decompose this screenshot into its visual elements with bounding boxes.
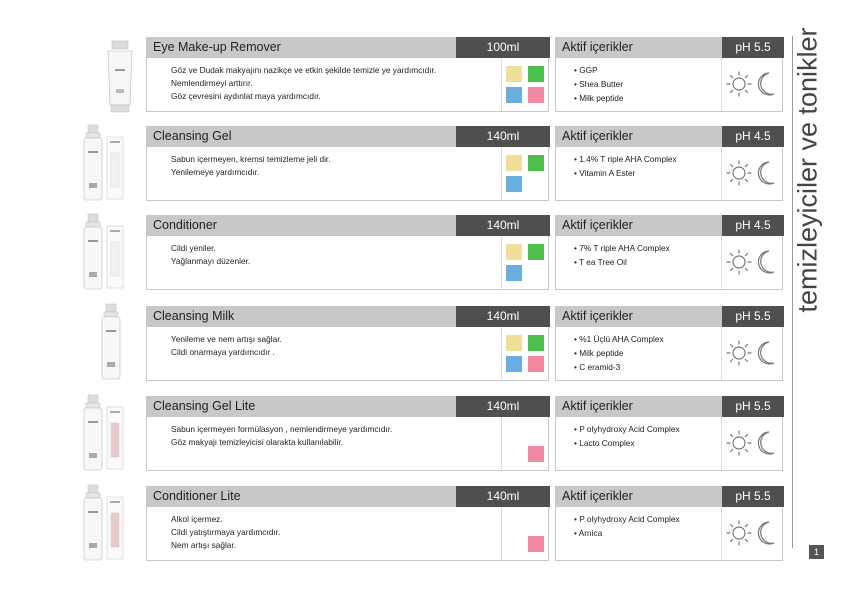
product-card xyxy=(146,306,549,381)
divider xyxy=(721,417,722,470)
divider xyxy=(721,236,722,289)
description-line: Cildi yatıştırmaya yardımcıdır. xyxy=(171,527,281,537)
product-volume: 140ml xyxy=(456,126,550,147)
product-row xyxy=(0,37,842,127)
description-line: Cildi yeniler. xyxy=(171,243,216,253)
ingredients-list xyxy=(574,512,680,540)
ingredient-item: • 7% T riple AHA Complex xyxy=(574,243,670,253)
skin-type-square-blue xyxy=(506,176,522,192)
divider xyxy=(501,327,502,380)
description-line: Yağlanmayı düzenler. xyxy=(171,256,251,266)
skin-type-square-yellow xyxy=(506,155,522,171)
ingredient-item: • C eramid-3 xyxy=(574,362,621,372)
product-description xyxy=(171,333,491,359)
product-name: Cleansing Gel Lite xyxy=(153,399,256,413)
ph-value: pH 4.5 xyxy=(722,126,784,147)
description-line: Yenileme ve nem artışı sağlar. xyxy=(171,334,282,344)
product-row xyxy=(0,306,842,396)
ingredients-list xyxy=(574,332,664,374)
product-header xyxy=(147,396,550,417)
product-volume: 100ml xyxy=(456,37,550,58)
page-number: 1 xyxy=(809,545,824,559)
ingredient-item: • P olyhydroxy Acid Complex xyxy=(574,424,680,434)
divider xyxy=(501,417,502,470)
sun-icon xyxy=(726,249,752,280)
product-bottle-image xyxy=(80,123,128,208)
product-description xyxy=(171,242,491,268)
product-card xyxy=(146,126,549,201)
product-row xyxy=(0,215,842,305)
ingredient-item: • Lacto Complex xyxy=(574,438,635,448)
ingredient-item: • T ea Tree Oil xyxy=(574,257,627,267)
ingredients-title: Aktif içerikler xyxy=(562,129,633,143)
product-volume: 140ml xyxy=(456,306,550,327)
ingredients-card xyxy=(555,396,783,471)
product-header xyxy=(147,215,550,236)
ingredients-header xyxy=(556,306,784,327)
skin-type-square-green xyxy=(528,66,544,82)
skin-type-square-blue xyxy=(506,87,522,103)
side-divider xyxy=(792,36,793,548)
skin-type-square-pink xyxy=(528,536,544,552)
sun-icon xyxy=(726,340,752,371)
ingredients-card xyxy=(555,126,783,201)
product-name: Cleansing Gel xyxy=(153,129,232,143)
product-header xyxy=(147,306,550,327)
ingredients-card xyxy=(555,215,783,290)
ph-value: pH 5.5 xyxy=(722,306,784,327)
product-volume: 140ml xyxy=(456,396,550,417)
product-name: Conditioner xyxy=(153,218,217,232)
product-bottle-image xyxy=(80,483,128,568)
description-line: Sabun içermeyen, kremsi temizleme jeli dir. xyxy=(171,154,331,164)
product-description xyxy=(171,153,491,179)
product-description xyxy=(171,64,491,103)
ingredients-card xyxy=(555,306,783,381)
ingredient-item: • Milk peptide xyxy=(574,93,624,103)
moon-icon xyxy=(754,520,778,551)
description-line: Alkol içermez. xyxy=(171,514,223,524)
ingredient-item: • Vitamin A Ester xyxy=(574,168,636,178)
ingredient-item: • 1.4% T riple AHA Complex xyxy=(574,154,677,164)
sun-icon xyxy=(726,71,752,102)
ingredients-header xyxy=(556,126,784,147)
product-bottle-image xyxy=(80,393,128,478)
product-header xyxy=(147,126,550,147)
ingredients-header xyxy=(556,215,784,236)
ingredient-item: • Milk peptide xyxy=(574,348,624,358)
description-line: Göz çevresini aydınlat maya yardımcıdır. xyxy=(171,91,321,101)
ph-value: pH 5.5 xyxy=(722,37,784,58)
ingredients-title: Aktif içerikler xyxy=(562,40,633,54)
ingredients-header xyxy=(556,37,784,58)
skin-type-square-pink xyxy=(528,87,544,103)
product-row xyxy=(0,126,842,216)
ingredients-header xyxy=(556,396,784,417)
ingredients-list xyxy=(574,241,670,269)
product-header xyxy=(147,486,550,507)
product-row xyxy=(0,486,842,576)
moon-icon xyxy=(754,160,778,191)
skin-type-square-yellow xyxy=(506,66,522,82)
ingredient-item: • %1 Üçlü AHA Complex xyxy=(574,334,664,344)
skin-type-square-pink xyxy=(528,446,544,462)
ingredients-list xyxy=(574,152,677,180)
description-line: Göz makyajı temizleyicisi olarakta kullanılabilir. xyxy=(171,437,343,447)
product-description xyxy=(171,513,491,552)
description-line: Cildi onarmaya yardımcıdır . xyxy=(171,347,275,357)
ph-value: pH 4.5 xyxy=(722,215,784,236)
skin-type-square-green xyxy=(528,155,544,171)
skin-type-square-green xyxy=(528,335,544,351)
moon-icon xyxy=(754,249,778,280)
ingredients-list xyxy=(574,63,623,105)
skin-type-square-pink xyxy=(528,356,544,372)
product-card xyxy=(146,486,549,561)
divider xyxy=(721,327,722,380)
skin-type-square-green xyxy=(528,244,544,260)
ingredient-item: • GGP xyxy=(574,65,598,75)
sun-icon xyxy=(726,160,752,191)
moon-icon xyxy=(754,340,778,371)
product-bottle-image xyxy=(100,39,140,122)
moon-icon xyxy=(754,71,778,102)
ingredient-item: • Shea Butter xyxy=(574,79,624,89)
ingredients-title: Aktif içerikler xyxy=(562,309,633,323)
ph-value: pH 5.5 xyxy=(722,396,784,417)
skin-type-square-yellow xyxy=(506,335,522,351)
product-card xyxy=(146,37,549,112)
divider xyxy=(501,58,502,111)
ingredients-title: Aktif içerikler xyxy=(562,489,633,503)
product-name: Eye Make-up Remover xyxy=(153,40,281,54)
skin-type-square-blue xyxy=(506,356,522,372)
skin-type-square-yellow xyxy=(506,244,522,260)
product-volume: 140ml xyxy=(456,215,550,236)
ingredient-item: • Arnica xyxy=(574,528,603,538)
sun-icon xyxy=(726,430,752,461)
skin-type-square-blue xyxy=(506,265,522,281)
description-line: Sabun içermeyen formülasyon , nemlendirmeye yardımcıdır. xyxy=(171,424,393,434)
sun-icon xyxy=(726,520,752,551)
side-title: temizleyiciler ve tonikler xyxy=(792,27,823,313)
product-volume: 140ml xyxy=(456,486,550,507)
product-bottle-image xyxy=(80,212,128,297)
divider xyxy=(501,507,502,560)
moon-icon xyxy=(754,430,778,461)
product-card xyxy=(146,396,549,471)
divider xyxy=(501,236,502,289)
product-name: Conditioner Lite xyxy=(153,489,241,503)
description-line: Yenilemeye yardımcıdır. xyxy=(171,167,260,177)
product-name: Cleansing Milk xyxy=(153,309,235,323)
product-header xyxy=(147,37,550,58)
description-line: Nemlendirmeyi arttırır. xyxy=(171,78,253,88)
ingredients-list xyxy=(574,422,680,450)
ph-value: pH 5.5 xyxy=(722,486,784,507)
ingredients-card xyxy=(555,37,783,112)
product-row xyxy=(0,396,842,486)
product-bottle-image xyxy=(98,302,146,387)
ingredient-item: • P olyhydroxy Acid Complex xyxy=(574,514,680,524)
product-card xyxy=(146,215,549,290)
divider xyxy=(721,507,722,560)
ingredients-title: Aktif içerikler xyxy=(562,218,633,232)
product-description xyxy=(171,423,491,449)
divider xyxy=(501,147,502,200)
ingredients-card xyxy=(555,486,783,561)
divider xyxy=(721,147,722,200)
ingredients-title: Aktif içerikler xyxy=(562,399,633,413)
divider xyxy=(721,58,722,111)
description-line: Göz ve Dudak makyajını nazikçe ve etkin şekilde temizle ye yardımcıdır. xyxy=(171,65,437,75)
description-line: Nem artışı sağlar. xyxy=(171,540,237,550)
ingredients-header xyxy=(556,486,784,507)
